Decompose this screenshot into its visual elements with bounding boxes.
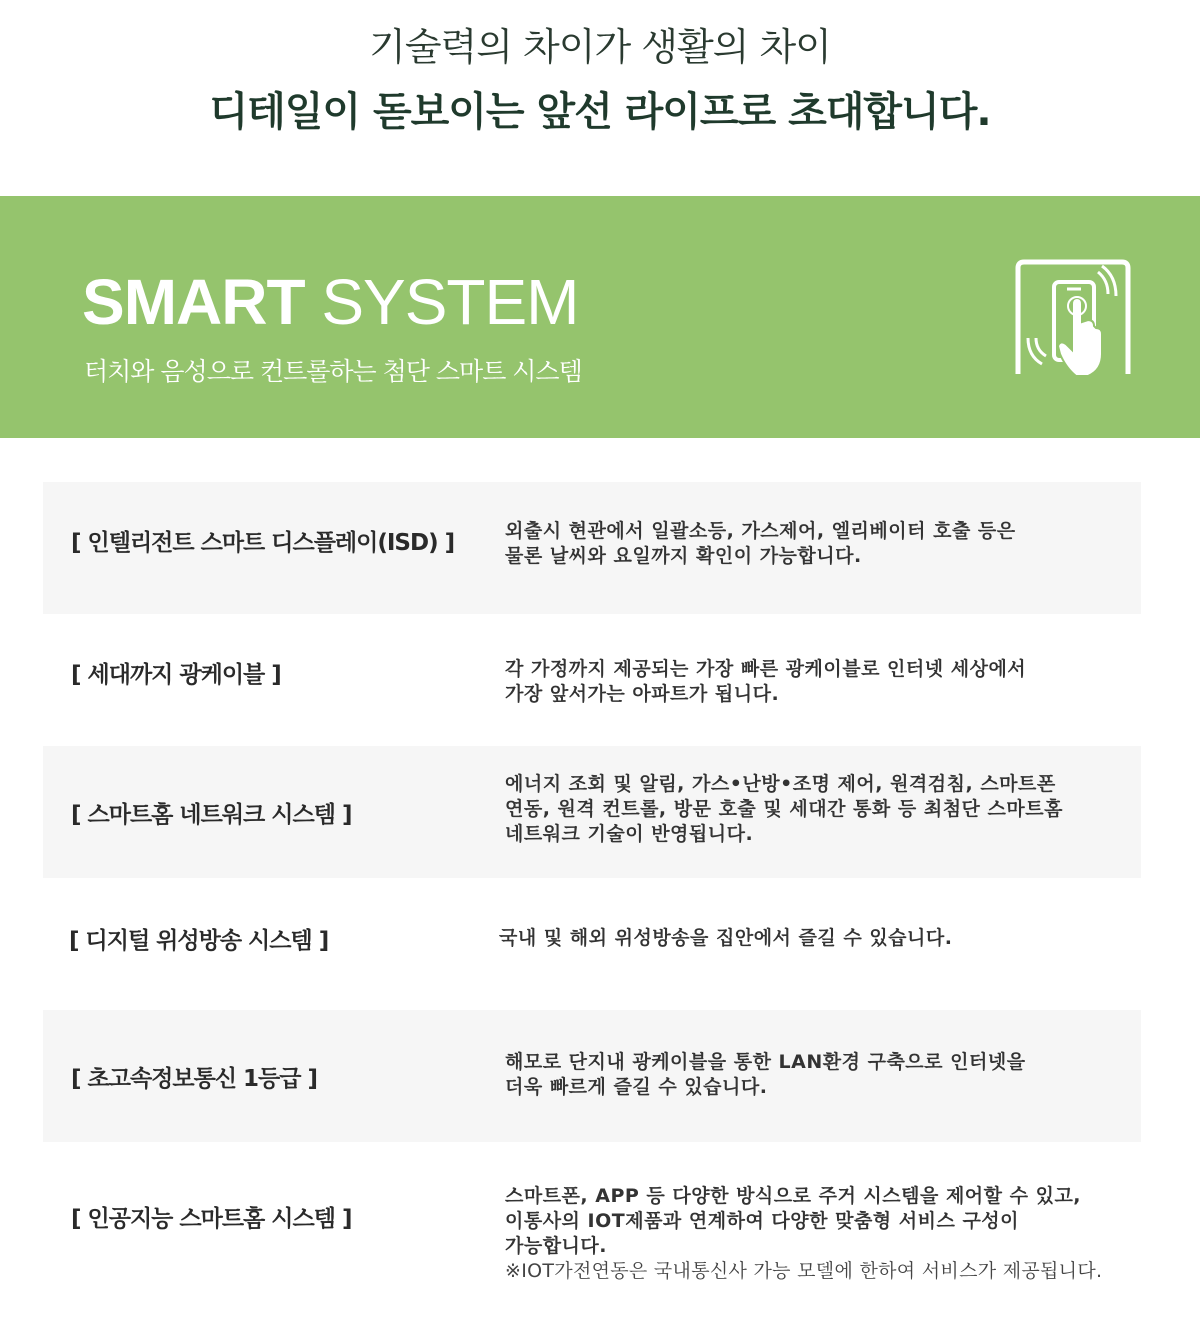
feature-row [43, 1010, 1141, 1142]
feature-description-line: 물론 날씨와 요일까지 확인이 가능합니다. [505, 545, 862, 567]
banner-title-bold: SMART [82, 266, 305, 338]
feature-title: [ 스마트홈 네트워크 시스템 ] [71, 802, 352, 828]
feature-row [43, 746, 1141, 878]
feature-description-line: 국내 및 해외 위성방송을 집안에서 즐길 수 있습니다. [499, 927, 953, 949]
banner-title-light: SYSTEM [304, 266, 579, 338]
feature-description-line: 이통사의 IOT제품과 연계하여 다양한 맞춤형 서비스 구성이 [505, 1210, 1020, 1232]
smartphone-touch-icon [1014, 258, 1132, 382]
feature-title: [ 디지털 위성방송 시스템 ] [69, 928, 329, 954]
banner-title [82, 266, 579, 338]
feature-description-line: 스마트폰, APP 등 다양한 방식으로 주거 시스템을 제어할 수 있고, [505, 1185, 1082, 1207]
feature-description-line: 가장 앞서가는 아파트가 됩니다. [505, 683, 780, 705]
feature-title: [ 인텔리전트 스마트 디스플레이(ISD) ] [71, 530, 455, 556]
intro-heading: 기술력의 차이가 생활의 차이 [369, 25, 831, 69]
feature-description-line: 네트워크 기술이 반영됩니다. [505, 823, 754, 845]
feature-row [43, 482, 1141, 614]
feature-description [499, 926, 1139, 951]
banner-subtitle: 터치와 음성으로 컨트롤하는 첨단 스마트 시스템 [84, 357, 582, 386]
feature-description-line: 해모로 단지내 광케이블을 통한 LAN환경 구축으로 인터넷을 [505, 1051, 1026, 1073]
feature-description-line: 에너지 조회 및 알림, 가스•난방•조명 제어, 원격검침, 스마트폰 [505, 773, 1056, 795]
feature-description-line: 연동, 원격 컨트롤, 방문 호출 및 세대간 통화 등 최첨단 스마트홈 [505, 798, 1063, 820]
feature-row [43, 614, 1141, 746]
feature-row [43, 878, 1141, 1010]
feature-row [43, 1142, 1141, 1292]
intro-tagline: 디테일이 돋보이는 앞선 라이프로 초대합니다. [209, 89, 991, 135]
feature-description [505, 772, 1145, 847]
feature-title: [ 인공지능 스마트홈 시스템 ] [71, 1206, 352, 1232]
feature-footnote: ※IOT가전연동은 국내통신사 가능 모델에 한하여 서비스가 제공됩니다. [505, 1260, 1103, 1282]
feature-description [505, 1184, 1145, 1284]
feature-description-line: 더욱 빠르게 즐길 수 있습니다. [505, 1076, 768, 1098]
feature-description [505, 1050, 1145, 1100]
feature-description [505, 519, 1145, 569]
feature-description-line: 각 가정까지 제공되는 가장 빠른 광케이블로 인터넷 세상에서 [505, 658, 1027, 680]
feature-title: [ 세대까지 광케이블 ] [71, 662, 281, 688]
feature-description [505, 657, 1145, 707]
feature-title: [ 초고속정보통신 1등급 ] [71, 1066, 318, 1092]
feature-description-line: 외출시 현관에서 일괄소등, 가스제어, 엘리베이터 호출 등은 [505, 520, 1016, 542]
feature-description-line: 가능합니다. [505, 1235, 607, 1257]
